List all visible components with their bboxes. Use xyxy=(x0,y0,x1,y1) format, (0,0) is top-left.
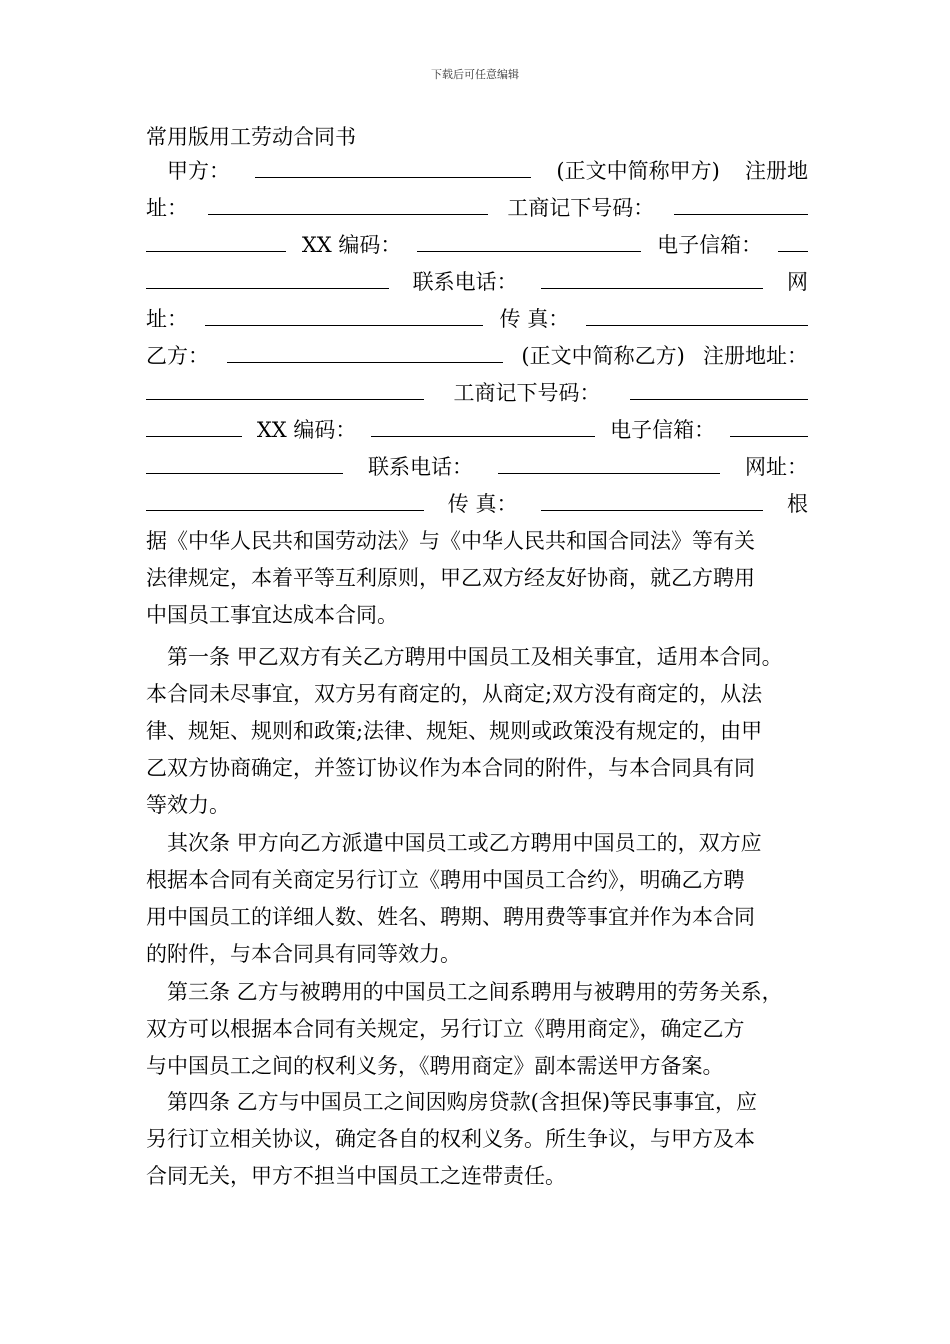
article-1-line: 本合同未尽事宜，双方另有商定的，从商定;双方没有商定的，从法 xyxy=(146,682,763,706)
party-b-name-row xyxy=(146,338,808,375)
preamble-line: 中国员工事宜达成本合同。 xyxy=(146,603,398,627)
party-a-email-label: 电子信箱： xyxy=(657,233,763,257)
party-a-code-row xyxy=(146,227,808,264)
article-3-line: 双方可以根据本合同有关规定，另行订立《聘用商定》，确定乙方 xyxy=(146,1017,745,1041)
party-b-abbr: (正文中简称乙方) xyxy=(521,344,685,368)
party-a-label: 甲方： xyxy=(167,159,230,183)
party-a-xx-code-blank xyxy=(417,227,641,252)
document-title: 常用版用工劳动合同书 xyxy=(146,125,356,149)
party-a-reg-no-blank-cont xyxy=(146,227,286,252)
party-b-email-blank-cont xyxy=(146,449,343,474)
party-a-email-blank xyxy=(778,227,808,252)
party-a-phone-label: 联系电话： xyxy=(412,270,518,294)
party-b-reg-no-label: 工商记下号码： xyxy=(453,381,601,405)
article-1-line: 等效力。 xyxy=(146,793,230,817)
article-2-line: 用中国员工的详细人数、姓名、聘期、聘用费等事宜并作为本合同 xyxy=(146,905,755,929)
party-b-email-blank xyxy=(730,412,808,437)
party-b-website-blank xyxy=(146,486,424,511)
party-b-xx-code-label: XX 编码： xyxy=(256,418,357,442)
party-a-abbr: (正文中简称甲方) xyxy=(556,159,720,183)
party-a-phone-blank xyxy=(541,264,763,289)
header-note: 下载后可任意编辑 xyxy=(431,68,519,81)
party-a-reg-no-blank xyxy=(674,190,808,215)
party-a-website-row xyxy=(146,301,808,338)
party-b-address-blank xyxy=(146,375,424,400)
party-b-phone-label: 联系电话： xyxy=(368,455,473,479)
article-4-line: 第四条 乙方与中国员工之间因购房贷款(含担保)等民事事宜，应 xyxy=(167,1090,758,1114)
party-a-email-blank-cont xyxy=(146,264,389,289)
article-4-line: 另行订立相关协议，确定各自的权利义务。所生争议，与甲方及本 xyxy=(146,1127,755,1151)
party-b-email-label: 电子信箱： xyxy=(610,418,716,442)
party-a-name-row xyxy=(146,153,808,190)
party-b-xx-code-blank xyxy=(371,412,595,437)
party-b-website-label: 网址： xyxy=(745,455,808,479)
party-b-fax-row xyxy=(146,486,808,523)
party-b-name-blank xyxy=(227,338,503,363)
party-a-fax-label: 传 真： xyxy=(499,307,570,331)
party-b-fax-blank xyxy=(541,486,763,511)
article-4-line: 合同无关，甲方不担当中国员工之连带责任。 xyxy=(146,1164,566,1188)
party-b-fax-label: 传 真： xyxy=(447,492,518,516)
party-a-fax-blank xyxy=(586,301,808,326)
article-2-line: 的附件，与本合同具有同等效力。 xyxy=(146,942,461,966)
party-b-reg-no-blank xyxy=(630,375,808,400)
preamble-line: 据《中华人民共和国劳动法》与《中华人民共和国合同法》等有关 xyxy=(146,529,755,553)
party-a-name-blank xyxy=(255,153,531,178)
party-b-phone-row xyxy=(146,449,808,486)
party-a-phone-row xyxy=(146,264,808,301)
article-3-line: 与中国员工之间的权利义务，《聘用商定》副本需送甲方备案。 xyxy=(146,1054,724,1078)
article-2-line: 其次条 甲方向乙方派遣中国员工或乙方聘用中国员工的，双方应 xyxy=(167,831,762,855)
article-2-line: 根据本合同有关商定另行订立《聘用中国员工合约》，明确乙方聘 xyxy=(146,868,745,892)
party-a-address-label-cont: 址： xyxy=(146,196,188,220)
party-b-address-label: 注册地址： xyxy=(703,344,808,368)
article-1-line: 第一条 甲乙双方有关乙方聘用中国员工及相关事宜，适用本合同。 xyxy=(167,645,783,669)
article-1-line: 乙双方协商确定，并签订协议作为本合同的附件，与本合同具有同 xyxy=(146,756,755,780)
preamble-first-char: 根 xyxy=(786,492,808,516)
party-a-website-label: 网 xyxy=(786,270,808,294)
party-b-code-row xyxy=(146,412,808,449)
party-b-label: 乙方： xyxy=(146,344,209,368)
party-a-reg-no-label: 工商记下号码： xyxy=(507,196,655,220)
party-a-website-blank xyxy=(205,301,483,326)
party-a-address-label: 注册地 xyxy=(745,159,808,183)
party-b-reg-no-blank-cont xyxy=(146,412,242,437)
party-b-address-row xyxy=(146,375,808,412)
article-1-line: 律、规矩、规则和政策;法律、规矩、规则或政策没有规定的，由甲 xyxy=(146,719,763,743)
party-a-website-label-cont: 址： xyxy=(146,307,188,331)
party-a-address-row xyxy=(146,190,808,227)
party-b-phone-blank xyxy=(498,449,720,474)
article-3-line: 第三条 乙方与被聘用的中国员工之间系聘用与被聘用的劳务关系， xyxy=(167,980,783,1004)
party-a-address-blank xyxy=(208,190,488,215)
party-a-xx-code-label: XX 编码： xyxy=(301,233,402,257)
preamble-line: 法律规定，本着平等互利原则，甲乙双方经友好协商，就乙方聘用 xyxy=(146,566,755,590)
